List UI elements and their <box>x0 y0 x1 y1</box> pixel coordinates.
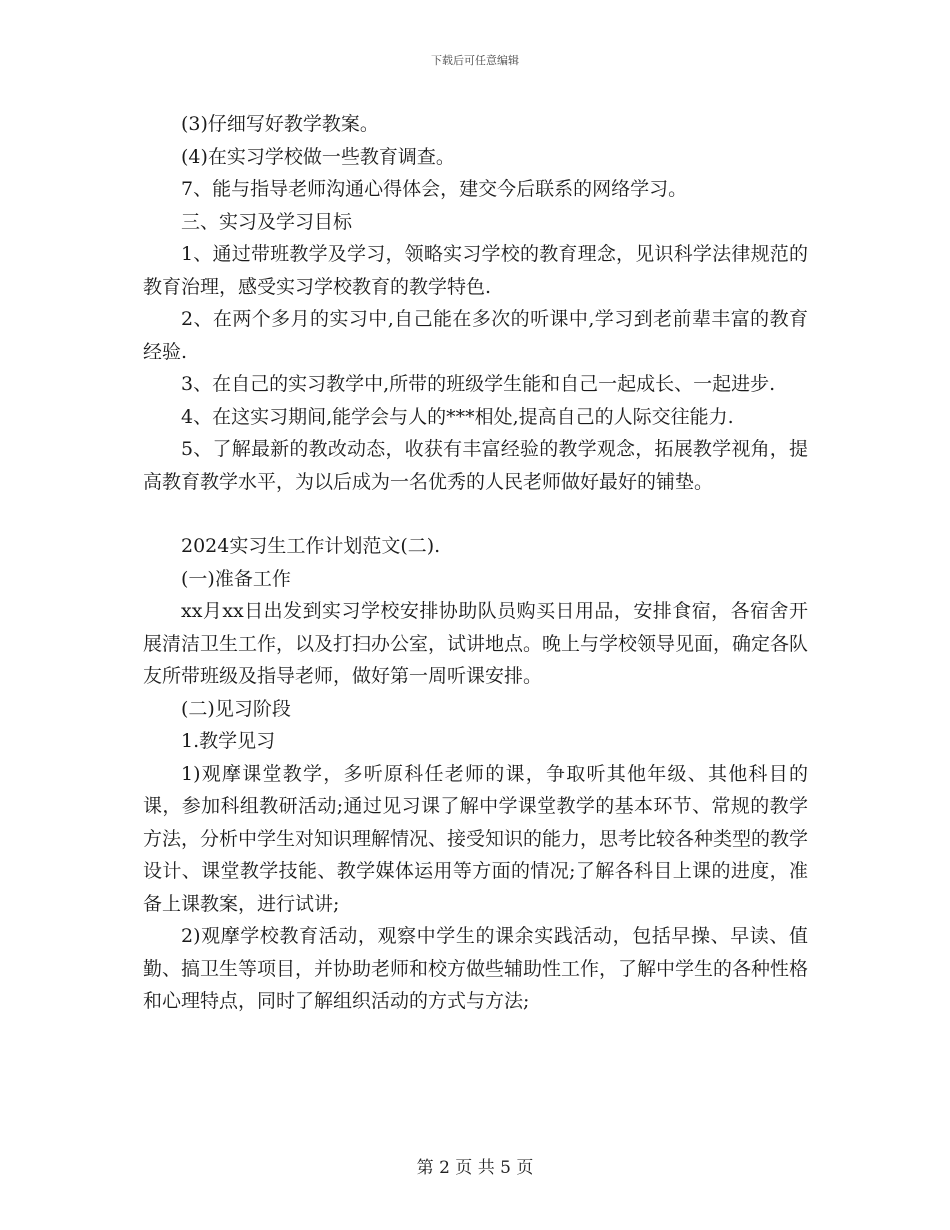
paragraph: 1)观摩课堂教学，多听原科任老师的课，争取听其他年级、其他科目的课，参加科组教研活动;通过见习课了解中学课堂教学的基本环节、常规的教学方法，分析中学生对知识理解情况、接受知识的能力，思考比较各种类型的教学设计、课堂教学技能、教学媒体运用等方面的情况;了解各科目上课的进度，准备上课教案，进行试讲; <box>143 762 809 915</box>
document-title: 2024实习生工作计划范文(二). <box>181 535 441 557</box>
section-heading: (一)准备工作 <box>181 567 291 590</box>
section-heading: 三、实习及学习目标 <box>181 210 353 233</box>
paragraph: 4、在这实习期间,能学会与人的***相处,提高自己的人际交往能力. <box>181 405 734 428</box>
page-footer: 第 2 页 共 5 页 <box>416 1158 534 1178</box>
page-header: 下载后可任意编辑 <box>431 54 519 67</box>
paragraph: 5、了解最新的教改动态，收获有丰富经验的教学观念，拓展教学视角，提高教育教学水平，为以后成为一名优秀的人民老师做好最好的铺垫。 <box>143 438 808 493</box>
paragraph: (3)仔细写好教学教案。 <box>181 113 379 135</box>
section-heading: (二)见习阶段 <box>181 697 291 720</box>
paragraph: xx月xx日出发到实习学校安排协助队员购买日用品，安排食宿，各宿舍开展清洁卫生工作，以及打扫办公室，试讲地点。晚上与学校领导见面，确定各队友所带班级及指导老师，做好第一周听课安排。 <box>143 600 809 687</box>
paragraph: 2)观摩学校教育活动，观察中学生的课余实践活动，包括早操、早读、值勤、搞卫生等项目，并协助老师和校方做些辅助性工作，了解中学生的各种性格和心理特点，同时了解组织活动的方式与方法; <box>143 925 809 1012</box>
paragraph: 3、在自己的实习教学中,所带的班级学生能和自己一起成长、一起进步. <box>181 373 776 395</box>
paragraph: 7、能与指导老师沟通心得体会，建交今后联系的网络学习。 <box>181 178 688 200</box>
paragraph-gap <box>143 498 808 530</box>
paragraph: 2、在两个多月的实习中,自己能在多次的听课中,学习到老前辈丰富的教育经验. <box>143 308 808 363</box>
paragraph: (4)在实习学校做一些教育调查。 <box>181 145 455 168</box>
document-body <box>143 108 808 1018</box>
paragraph: 1、通过带班教学及学习，领略实习学校的教育理念，见识科学法律规范的教育治理，感受实习学校教育的教学特色. <box>143 243 808 298</box>
subsection-heading: 1.教学见习 <box>181 730 276 752</box>
